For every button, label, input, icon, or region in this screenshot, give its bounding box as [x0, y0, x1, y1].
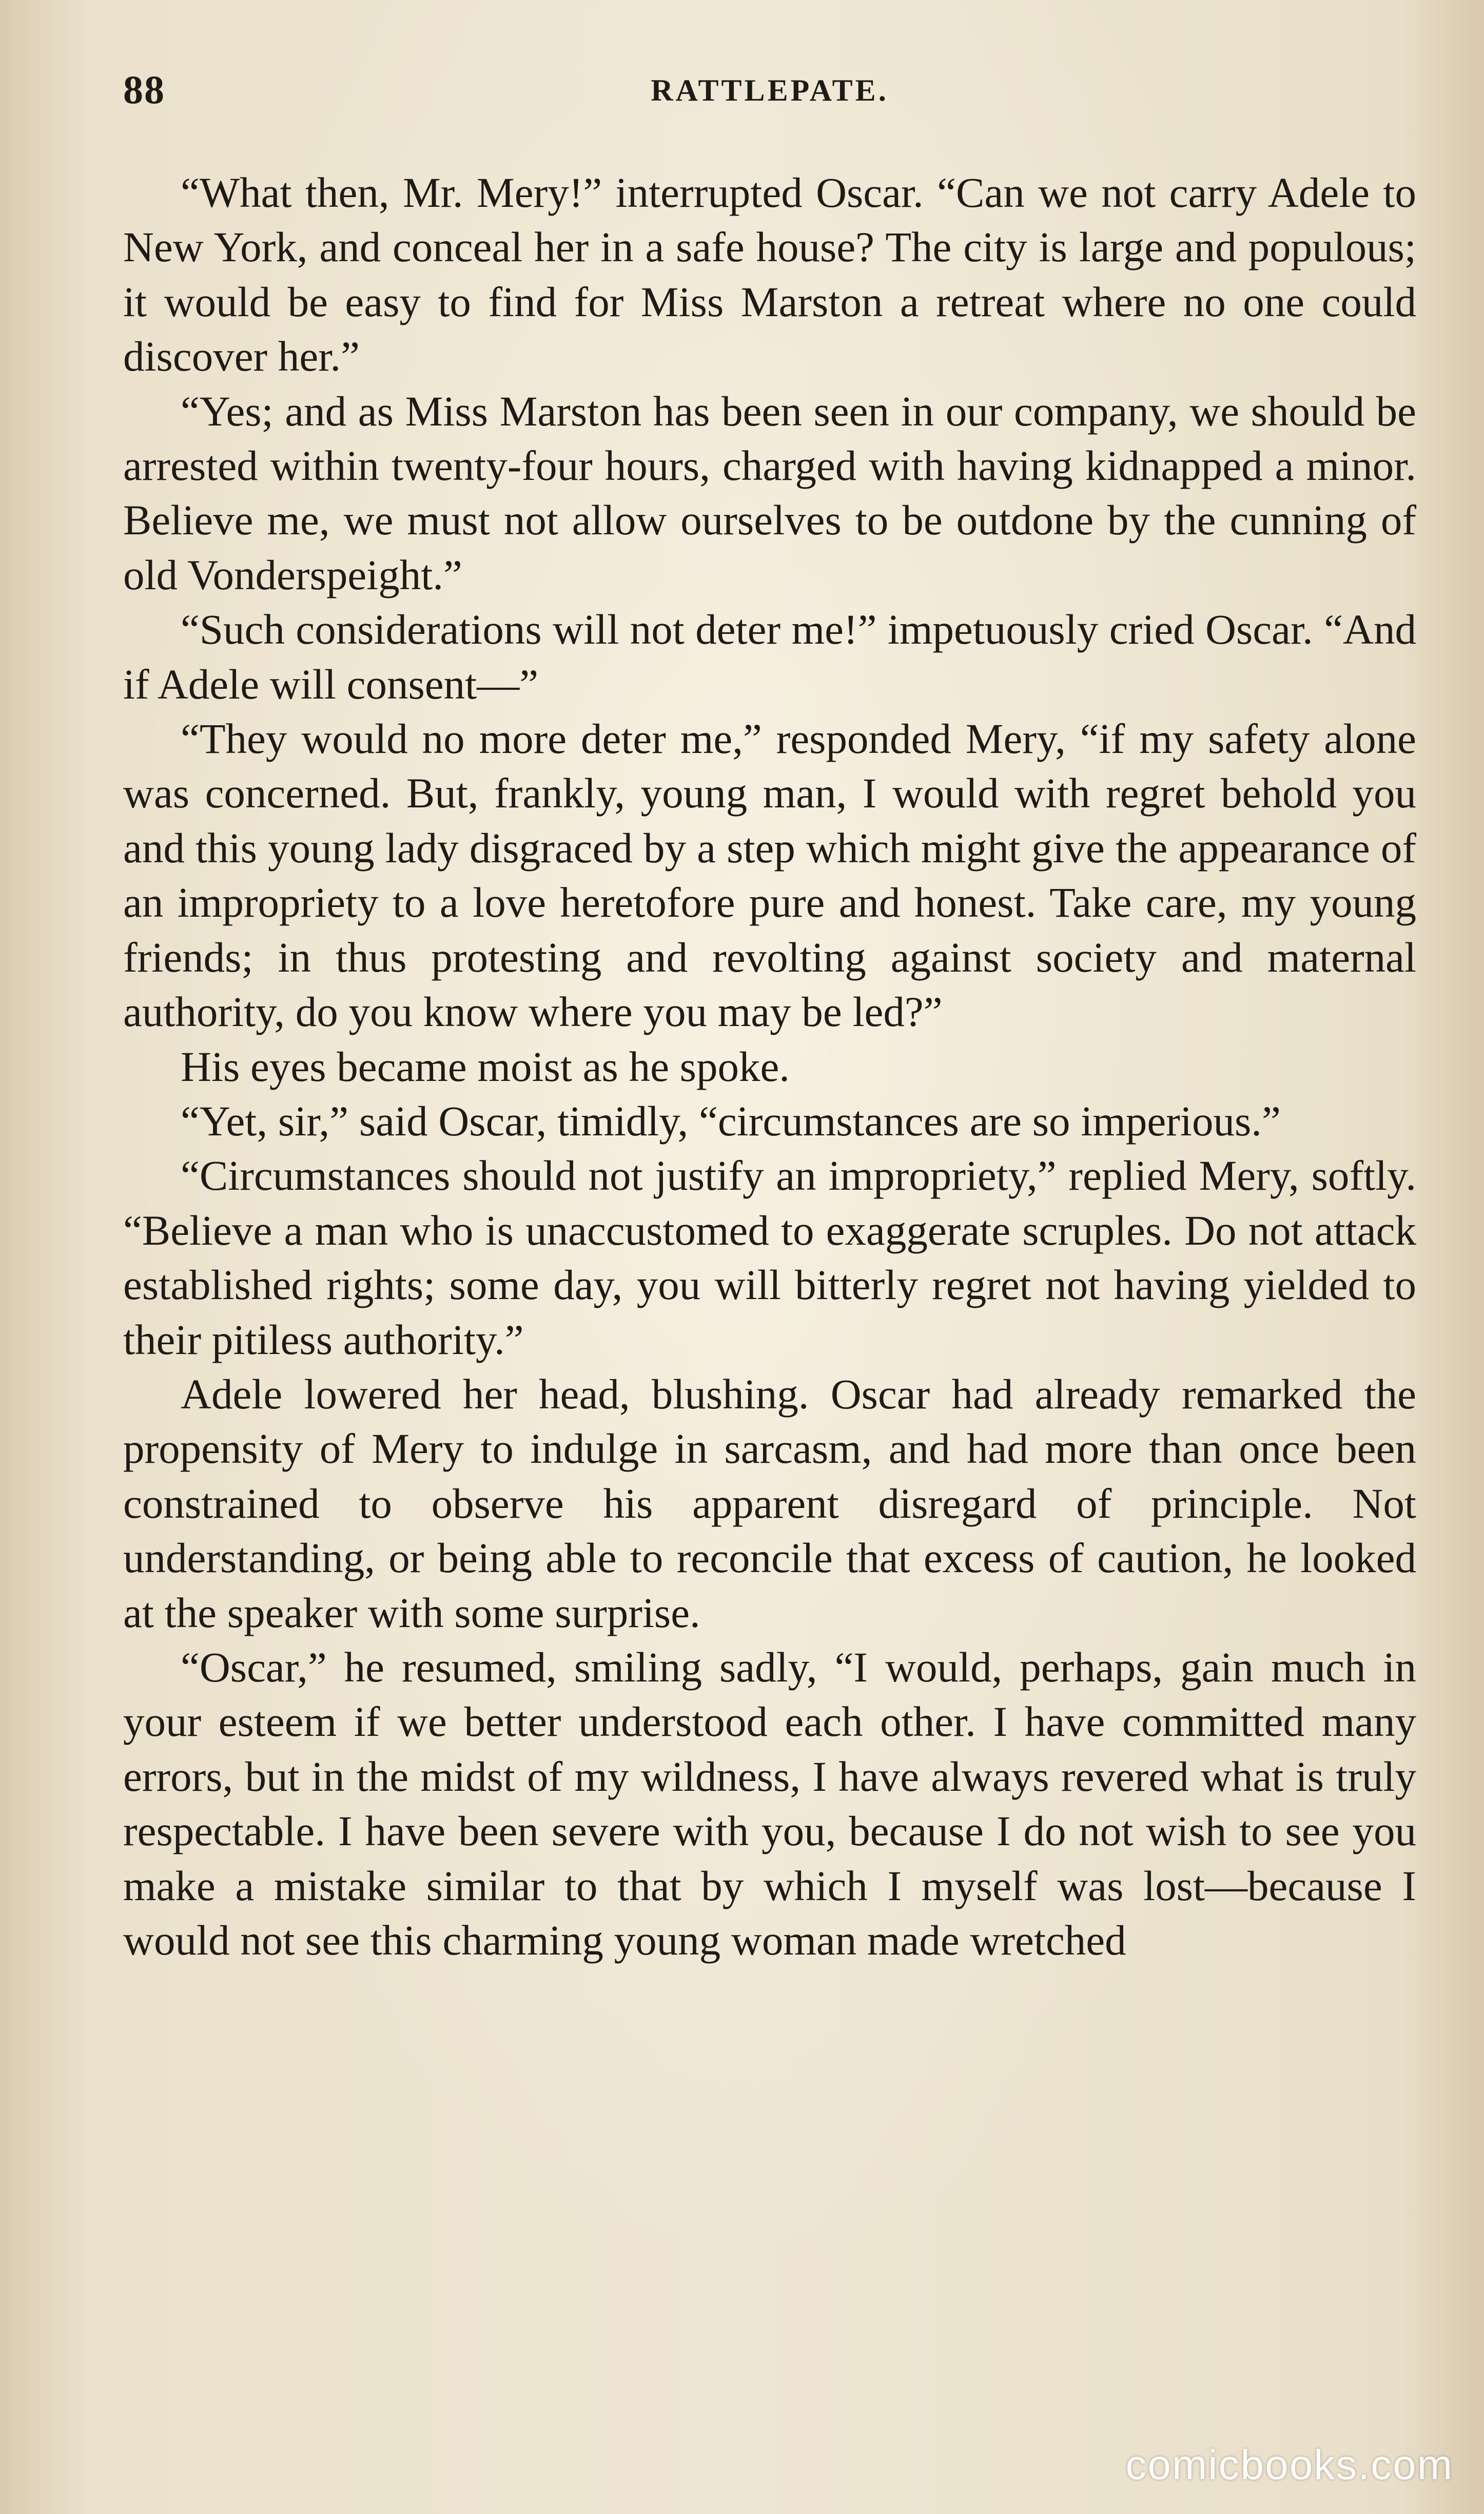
paragraph: Adele lowered her head, blushing. Oscar had already remarked the propensity of Mery to indulge in sarcasm, and had more than once been constrained to observe his apparent disregard of principle. Not understanding, or being able to reconcile that excess of caution, he looked at the speaker with some surprise. — [123, 1370, 1416, 1636]
watermark: comicbooks.com — [1125, 2442, 1453, 2488]
running-title: RATTLEPATE. — [651, 73, 889, 107]
page-number: 88 — [123, 67, 165, 112]
paragraph: “What then, Mr. Mery!” interrupted Oscar. “Can we not carry Adele to New York, and conceal her in a safe house? The city is large and populous; it would be easy to find for Miss Marston a retreat where no one could discover her.” — [123, 169, 1416, 380]
paragraph: “Yet, sir,” said Oscar, timidly, “circumstances are so imperious.” — [181, 1097, 1281, 1145]
paragraph: “Oscar,” he resumed, smiling sadly, “I would, perhaps, gain much in your esteem if we better understood each other. I have committed many errors, but in the midst of my wildness, I have always revered what is truly respectable. I have been severe with you, because I do not wish to see you make a mistake similar to that by which I myself was lost—because I would not see this charming young woman made wretched — [123, 1643, 1416, 1964]
paragraph: “Circumstances should not justify an impropriety,” replied Mery, softly. “Believe a man who is unaccustomed to exaggerate scruples. Do not attack established rights; some day, you will bitterly regret not having yielded to their pitiless authority.” — [123, 1152, 1416, 1363]
body-text — [123, 165, 1416, 1967]
paragraph: His eyes became moist as he spoke. — [181, 1042, 790, 1090]
paragraph: “They would no more deter me,” responded Mery, “if my safety alone was concerned. But, frankly, young man, I would with regret behold you and this young lady disgraced by a step which might give the appearance of an impropriety to a love heretofore pure and honest. Take care, my young friends; in thus protesting and revolting against society and maternal authority, do you know where you may be led?” — [123, 715, 1416, 1036]
running-head — [123, 67, 1416, 113]
paragraph: “Yes; and as Miss Marston has been seen in our company, we should be arrested within twenty-four hours, charged with having kidnapped a minor. Believe me, we must not allow ourselves to be outdone by the cunning of old Vonderspeight.” — [123, 387, 1416, 598]
paragraph: “Such considerations will not deter me!” impetuously cried Oscar. “And if Adele will consent—” — [123, 606, 1416, 708]
